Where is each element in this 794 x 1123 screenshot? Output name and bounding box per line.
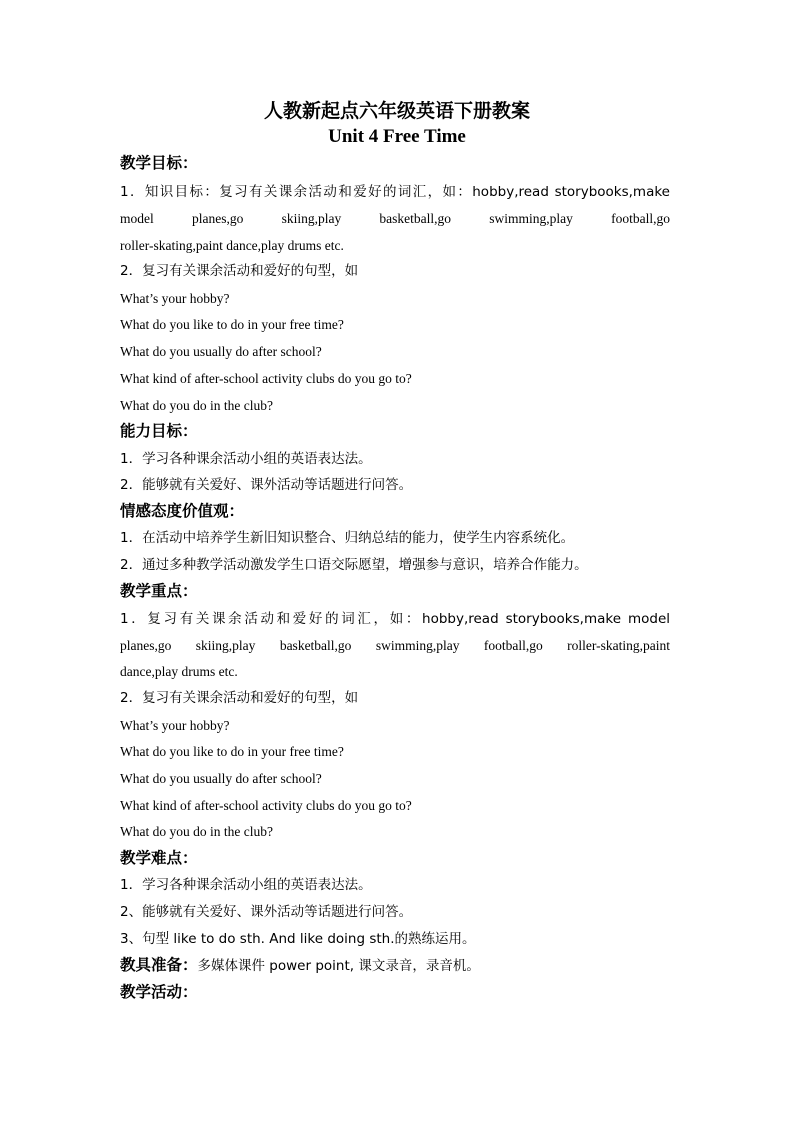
example-question: What’s your hobby? xyxy=(120,291,230,306)
paragraph-line: 2．能够就有关爱好、课外活动等话题进行问答。 xyxy=(120,477,413,493)
paragraph-line: model planes,go skiing,play basketball,go swimming,play football,go xyxy=(120,211,670,226)
paragraph-line: 2．复习有关课余活动和爱好的句型，如 xyxy=(120,690,359,706)
example-question: What do you usually do after school? xyxy=(120,771,322,786)
paragraph-line: 3、句型 like to do sth. And like doing sth.的熟练运用。 xyxy=(120,931,476,947)
section-heading-difficulties: 教学难点： xyxy=(120,848,198,867)
section-heading-activities: 教学活动： xyxy=(120,982,198,1001)
paragraph-line: 1．学习各种课余活动小组的英语表达法。 xyxy=(120,877,372,893)
example-question: What kind of after-school activity clubs do you go to? xyxy=(120,371,412,386)
teaching-aids-text: 多媒体课件 power point, 课文录音，录音机。 xyxy=(197,958,480,974)
section-heading-ability: 能力目标： xyxy=(120,421,198,440)
document-subtitle: Unit 4 Free Time xyxy=(328,126,466,147)
section-heading-teaching-aids: 教具准备： xyxy=(120,955,198,974)
paragraph-line: 2．通过多种教学活动激发学生口语交际愿望，增强参与意识，培养合作能力。 xyxy=(120,557,588,573)
example-question: What do you like to do in your free time? xyxy=(120,317,344,332)
example-question: What’s your hobby? xyxy=(120,718,230,733)
example-question: What kind of after-school activity clubs do you go to? xyxy=(120,798,412,813)
example-question: What do you do in the club? xyxy=(120,398,273,413)
section-heading-objectives: 教学目标： xyxy=(120,153,198,172)
document-title: 人教新起点六年级英语下册教案 xyxy=(263,100,530,122)
paragraph-line: 2．复习有关课余活动和爱好的句型，如 xyxy=(120,263,359,279)
paragraph-line: roller-skating,paint dance,play drums etc. xyxy=(120,238,344,253)
paragraph-line: planes,go skiing,play basketball,go swimming,play football,go roller-skating,paint xyxy=(120,638,670,653)
paragraph-line: 2、能够就有关爱好、课外活动等话题进行问答。 xyxy=(120,904,413,920)
teaching-aids-line xyxy=(120,955,670,976)
example-question: What do you usually do after school? xyxy=(120,344,322,359)
paragraph-line: dance,play drums etc. xyxy=(120,664,238,679)
section-heading-key-points: 教学重点： xyxy=(120,581,198,600)
section-heading-attitude: 情感态度价值观： xyxy=(120,501,245,520)
example-question: What do you do in the club? xyxy=(120,824,273,839)
paragraph-line: 1．在活动中培养学生新旧知识整合、归纳总结的能力，使学生内容系统化。 xyxy=(120,530,575,546)
example-question: What do you like to do in your free time? xyxy=(120,744,344,759)
paragraph-line: 1．学习各种课余活动小组的英语表达法。 xyxy=(120,451,372,467)
paragraph-line: 1．复习有关课余活动和爱好的词汇，如：hobby,read storybooks,make model xyxy=(120,611,670,627)
paragraph-line: 1．知识目标：复习有关课余活动和爱好的词汇，如：hobby,read storybooks,make xyxy=(120,184,670,200)
